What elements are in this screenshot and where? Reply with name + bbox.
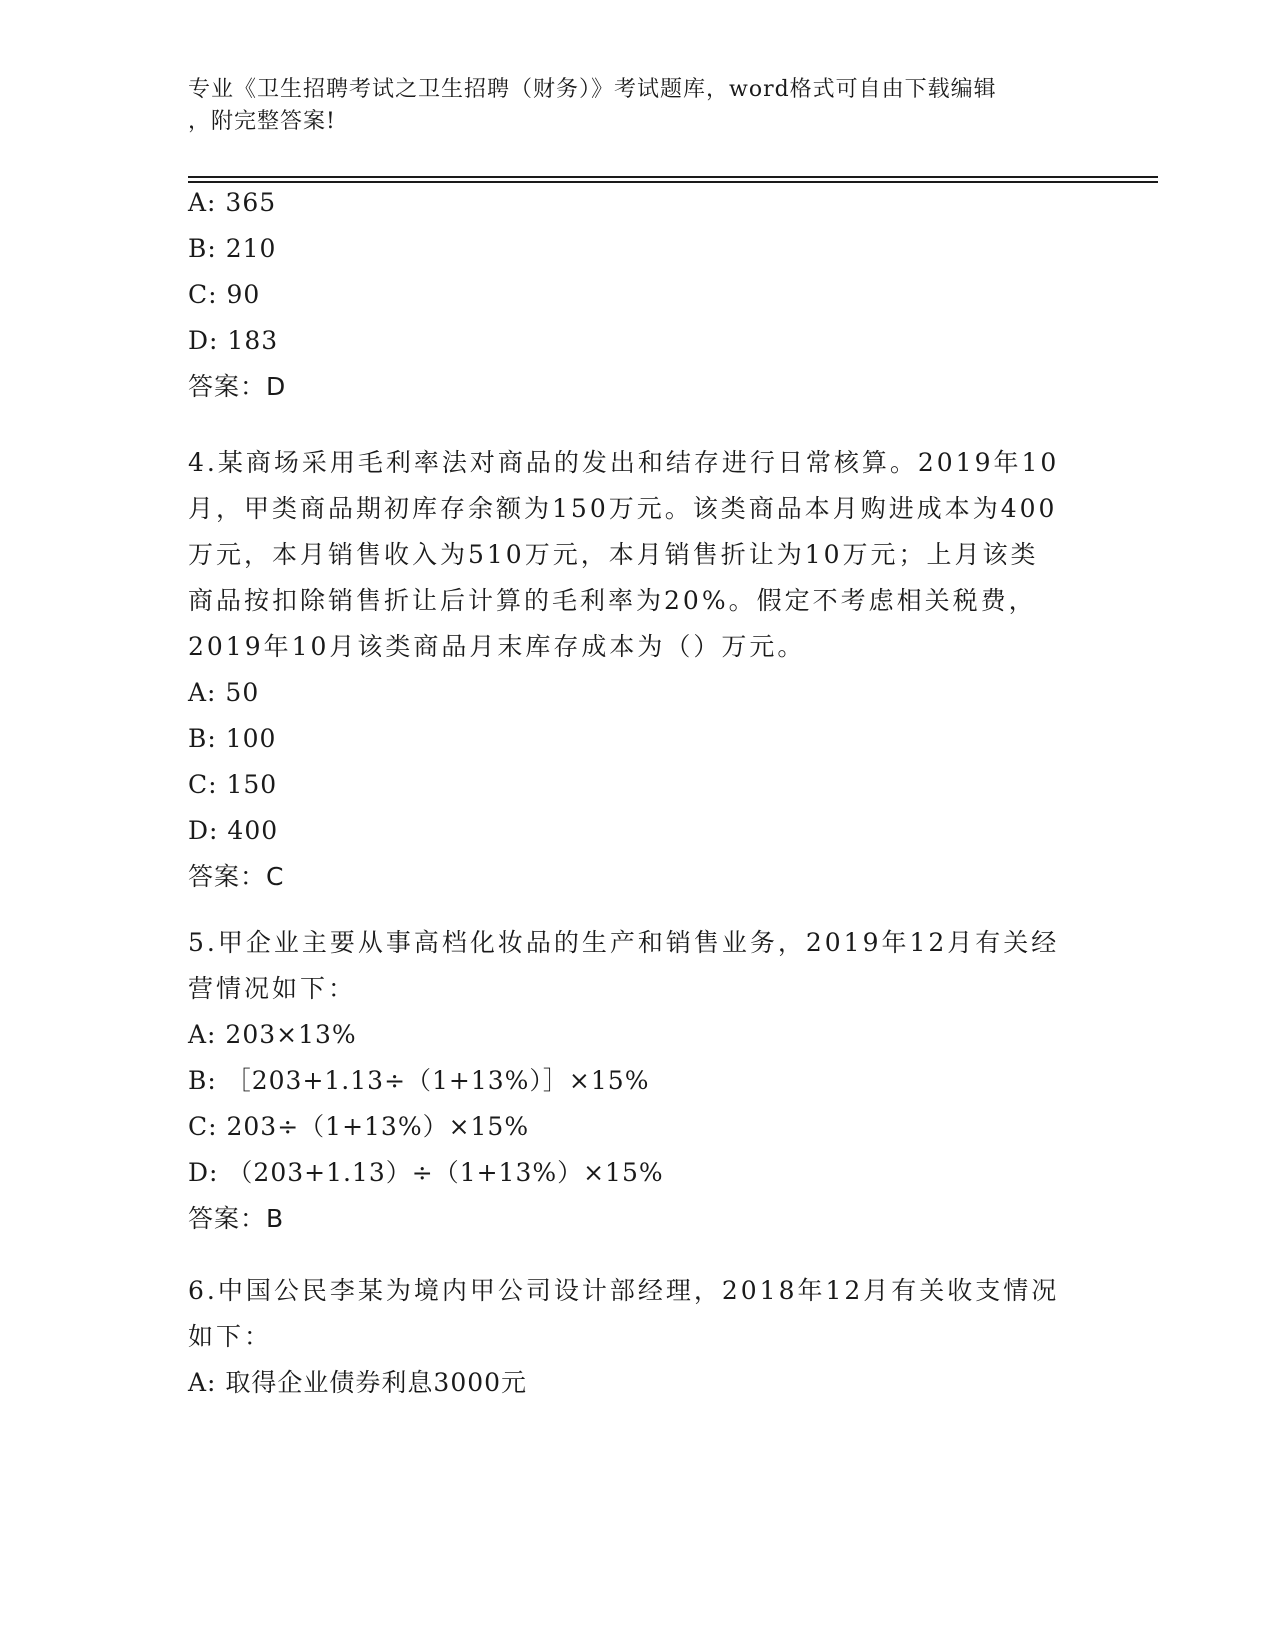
option-d: D: （203+1.13）÷（1+13%）×15%: [188, 1158, 664, 1187]
option-c: C: 150: [188, 770, 278, 799]
option-a: A: 取得企业债券利息3000元: [188, 1368, 528, 1397]
question-5-block: [188, 920, 1088, 1242]
document-page: [188, 0, 1158, 1650]
question-6-block: [188, 1268, 1088, 1406]
question-line: 月，甲类商品期初库存余额为150万元。该类商品本月购进成本为400: [188, 494, 1058, 523]
option-a: A: 365: [188, 188, 277, 217]
question-line: 6.中国公民李某为境内甲公司设计部经理，2018年12月有关收支情况: [188, 1276, 1060, 1305]
question-4-text: [188, 440, 1088, 670]
option-a: A: 50: [188, 678, 260, 707]
header-divider-top: [188, 176, 1158, 178]
question-line: 商品按扣除销售折让后计算的毛利率为20%。假定不考虑相关税费，: [188, 586, 1037, 615]
question-line: 4.某商场采用毛利率法对商品的发出和结存进行日常核算。2019年10: [188, 448, 1060, 477]
question-line: 如下：: [188, 1322, 273, 1351]
question-4-block: [188, 440, 1088, 900]
question-line: 5.甲企业主要从事高档化妆品的生产和销售业务，2019年12月有关经: [188, 928, 1060, 957]
option-b: B: ［203+1.13÷（1+13%）］×15%: [188, 1066, 650, 1095]
header-line-2: ，附完整答案!: [188, 109, 336, 134]
document-header: [188, 74, 1068, 138]
option-d: D: 400: [188, 816, 279, 845]
option-c: C: 90: [188, 280, 261, 309]
option-b: B: 210: [188, 234, 277, 263]
question-6-text: [188, 1268, 1088, 1360]
option-a: A: 203×13%: [188, 1020, 357, 1049]
question-line: 营情况如下：: [188, 974, 357, 1003]
question-3-block: [188, 180, 1088, 410]
answer-line: 答案：D: [188, 372, 287, 401]
question-5-text: [188, 920, 1088, 1012]
option-b: B: 100: [188, 724, 277, 753]
question-line: 2019年10月该类商品月末库存成本为（）万元。: [188, 632, 806, 661]
question-line: 万元，本月销售收入为510万元，本月销售折让为10万元；上月该类: [188, 540, 1039, 569]
answer-line: 答案：C: [188, 862, 285, 891]
option-d: D: 183: [188, 326, 279, 355]
answer-line: 答案：B: [188, 1204, 285, 1233]
header-line-1: 专业《卫生招聘考试之卫生招聘（财务）》考试题库，word格式可自由下载编辑: [188, 77, 997, 102]
option-c: C: 203÷（1+13%）×15%: [188, 1112, 530, 1141]
